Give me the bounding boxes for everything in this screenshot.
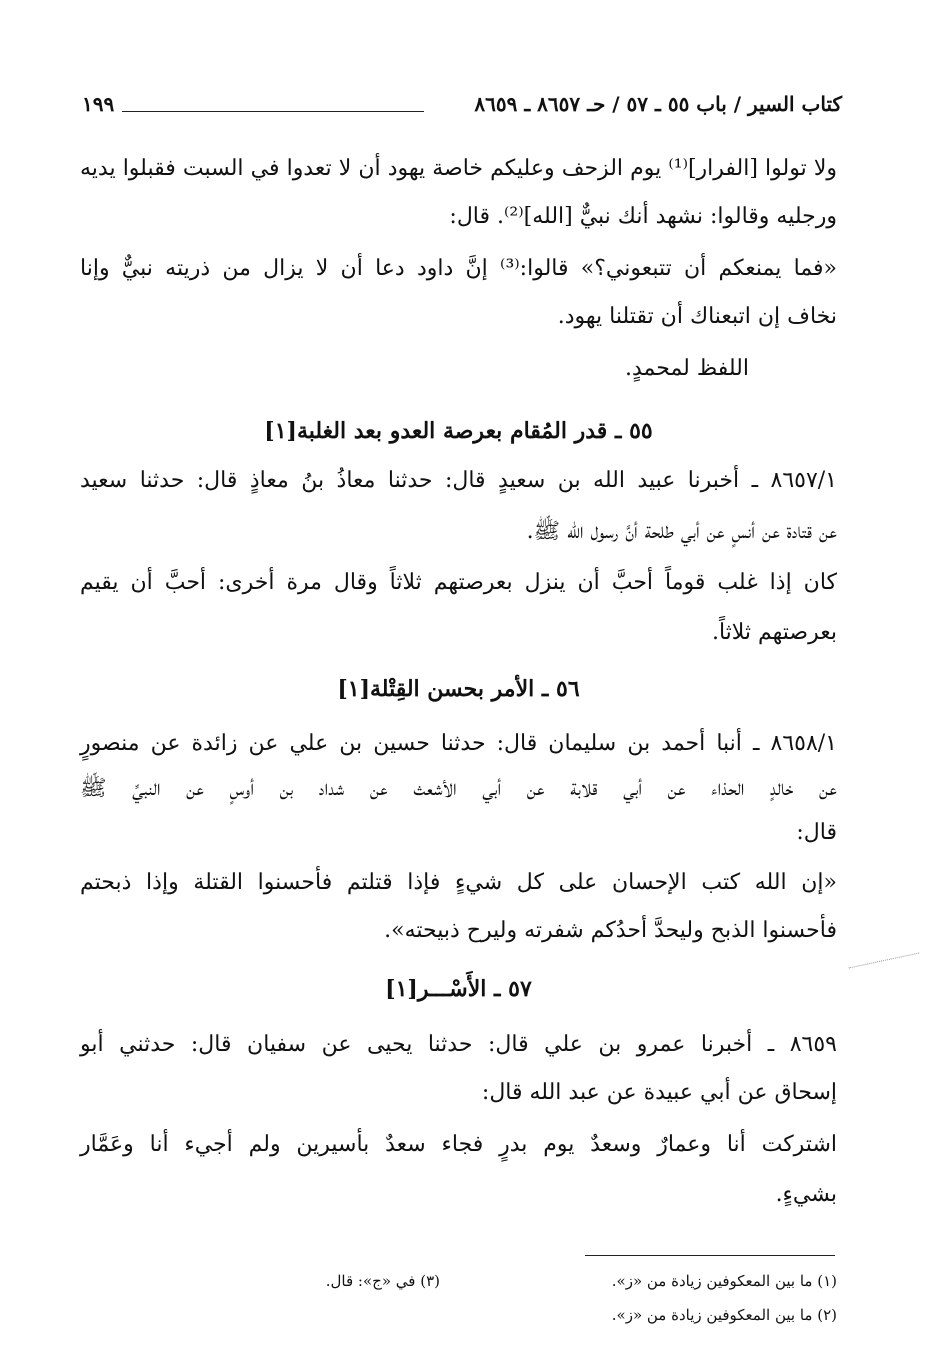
text-line: نخاف إن اتبعناك أن تقتلنا يهود. [557, 304, 837, 329]
hadith-line: ٨٦٥٨/١ ـ أنبا أحمد بن سليمان قال: حدثنا حسين بن علي عن زائدة عن منصورٍ [80, 731, 837, 756]
header-rule [122, 111, 424, 112]
hadith-line: عن خالدٍ الحذاء عن أبي قلابة عن أبي الأشعث عن شداد بن أوسٍ عن النبيِّ ﷺ [80, 776, 837, 801]
hadith-line: كان إذا غلب قوماً أحبَّ أن ينزل بعرصتهم ثلاثاً وقال مرة أخرى: أحبَّ أن يقيم [80, 570, 837, 595]
chapter-heading-55: ٥٥ ـ قدر المُقام بعرصة العدو بعد الغلبة[١] [264, 418, 653, 444]
footnote-rule [585, 1255, 835, 1256]
hadith-line: «إن الله كتب الإحسان على كل شيءٍ فإذا قتلتم فأحسنوا القتلة وإذا ذبحتم [80, 870, 837, 895]
page-header [82, 92, 842, 124]
chapter-heading-57: ٥٧ ـ الأَسْـــر[١] [385, 976, 532, 1002]
hadith-line: بشيءٍ. [775, 1182, 837, 1207]
scan-mark [849, 953, 920, 969]
hadith-line: قال: [796, 820, 837, 845]
footnote-3: (٣) في «ج»: قال. [325, 1272, 440, 1290]
hadith-line: اشتركت أنا وعمارٌ وسعدٌ يوم بدرٍ فجاء سعدٌ بأسيرين ولم أجيء أنا وعَمَّار [80, 1132, 837, 1157]
text-line: «فما يمنعكم أن تتبعوني؟» قالوا:⁽³⁾ إنَّ داود دعا أن لا يزال من ذريته نبيٌّ وإنا [80, 256, 838, 281]
hadith-line: فأحسنوا الذبح وليحدَّ أحدُكم شفرته وليرح ذبيحته». [384, 918, 837, 943]
hadith-line: ٨٦٥٧/١ ـ أخبرنا عبيد الله بن سعيدٍ قال: حدثنا معاذُ بنُ معاذٍ قال: حدثنا سعيد [80, 468, 837, 493]
footnote-1: (١) ما بين المعكوفين زيادة من «ز». [611, 1272, 837, 1290]
text-line: ولا تولوا [الفرار]⁽¹⁾ يوم الزحف وعليكم خاصة يهود أن لا تعدوا في السبت فقبلوا يديه [80, 156, 837, 181]
footnote-2: (٢) ما بين المعكوفين زيادة من «ز». [611, 1306, 837, 1324]
running-title: كتاب السير / باب ٥٥ ـ ٥٧ / حـ ٨٦٥٧ ـ ٨٦٥٩ [474, 92, 842, 116]
hadith-line: إسحاق عن أبي عبيدة عن عبد الله قال: [481, 1080, 837, 1105]
hadith-line: ٨٦٥٩ ـ أخبرنا عمرو بن علي قال: حدثنا يحيى عن سفيان قال: حدثني أبو [80, 1032, 837, 1057]
text-line: اللفظ لمحمدٍ. [625, 356, 749, 381]
text-line: ورجليه وقالوا: نشهد أنك نبيٌّ [الله]⁽²⁾. قال: [449, 204, 837, 229]
hadith-line: بعرصتهم ثلاثاً. [711, 620, 837, 645]
hadith-line: عن قتادة عن أنسٍ عن أبي طلحة أنَّ رسول الله ﷺ. [526, 519, 837, 544]
page-number: ١٩٩ [82, 92, 115, 116]
chapter-heading-56: ٥٦ ـ الأمر بحسن القِتْلة[١] [337, 676, 580, 702]
